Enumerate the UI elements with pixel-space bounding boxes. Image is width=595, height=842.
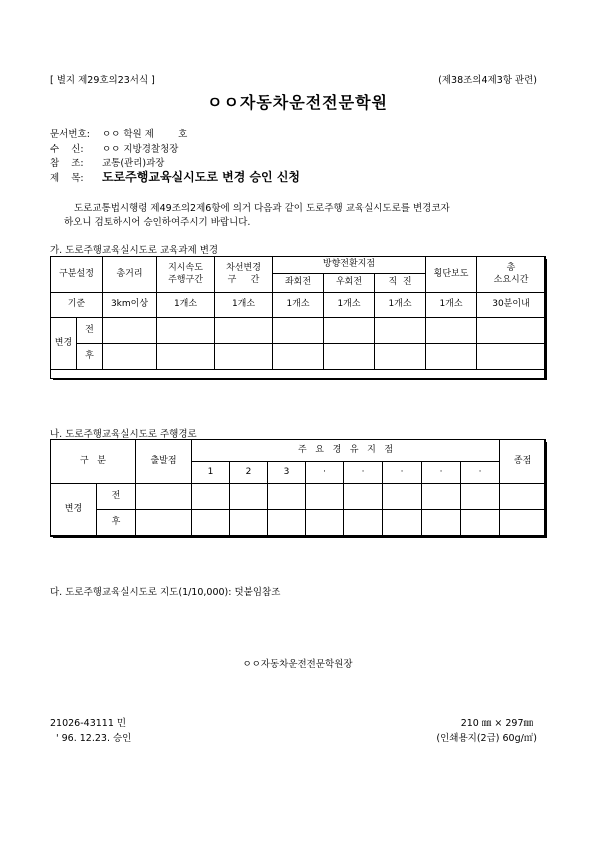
waypoint-6: · [383,462,422,484]
before-cell[interactable] [136,484,192,510]
footer-paper-size: 210 ㎜ × 297㎜ [460,718,533,729]
header-turn-points: 방향전환지점 [273,257,426,274]
before-cell[interactable] [375,318,426,344]
after-cell[interactable] [136,510,192,536]
doc-number-row [50,126,187,140]
section-c-text: 다. 도로주행교육실시도로 지도(1/10,000): 덧붙임참조 [50,587,281,598]
header-start-point: 출발점 [136,440,192,484]
footer-paper-spec: (인쇄용지(2급) 60g/㎡) [436,733,537,744]
after-cell[interactable] [324,344,375,370]
after-cell[interactable] [422,510,461,536]
change-label: 변경 [51,318,77,370]
after-label: 후 [77,344,103,370]
header-lane-change [215,257,273,293]
document-title: ㅇㅇ자동차운전전문학원 [206,93,389,112]
before-cell[interactable] [273,318,324,344]
before-cell[interactable] [344,484,383,510]
lane-label-2: 구 간 [227,274,260,285]
form-reference: [ 별지 제29호의23서식 ] [50,75,155,86]
section-b-table [50,439,546,536]
before-cell[interactable] [215,318,273,344]
before-cell[interactable] [230,484,268,510]
waypoint-1: 1 [192,462,230,484]
after-cell[interactable] [157,344,215,370]
before-cell[interactable] [306,484,344,510]
standard-speed: 1개소 [157,293,215,318]
footer-code: 21026-43111 민 [50,718,127,729]
after-cell[interactable] [500,510,546,536]
recipient-row [50,141,178,155]
reference-value: 교통(관리)과장 [102,158,165,169]
waypoint-3: 3 [268,462,306,484]
subject-row [50,168,300,185]
before-cell[interactable] [426,318,477,344]
after-cell[interactable] [461,510,500,536]
after-cell[interactable] [192,510,230,536]
header-crosswalk: 횡단보도 [426,257,477,293]
speed-label-1: 지시속도 [168,263,203,274]
doc-number-value: ㅇㅇ 학원 제 호 [102,129,188,140]
standard-distance: 3km이상 [103,293,157,318]
lane-label-1: 차선변경 [226,263,261,274]
after-cell[interactable] [306,510,344,536]
section-a-table [50,256,546,370]
recipient-label: 수 신: [50,144,84,155]
standard-left: 1개소 [273,293,324,318]
before-cell[interactable] [383,484,422,510]
waypoint-8: · [461,462,500,484]
subject-label: 제 목: [50,173,84,184]
doc-number-label: 문서번호: [50,129,90,140]
standard-lane: 1개소 [215,293,273,318]
time-label-1: 총 [506,263,516,274]
time-label-2: 소요시간 [493,274,529,285]
header-speed-section [157,257,215,293]
body-text-line1: 도로교통법시행령 제49조의2제6항에 의거 다음과 같이 도로주행 교육실시도로를 변경코자 [74,203,450,214]
after-cell[interactable] [477,344,546,370]
section-a-heading: 가. 도로주행교육실시도로 교육과제 변경 [50,245,219,256]
before-cell[interactable] [324,318,375,344]
footer-approval-date: ' 96. 12.23. 승인 [56,733,132,744]
after-cell[interactable] [344,510,383,536]
standard-label: 기준 [51,293,103,318]
signature: ㅇㅇ자동차운전전문학원장 [242,659,353,670]
after-cell[interactable] [383,510,422,536]
before-cell[interactable] [268,484,306,510]
after-cell[interactable] [426,344,477,370]
before-cell[interactable] [192,484,230,510]
subject-value: 도로주행교육실시도로 변경 승인 신청 [102,170,301,184]
waypoint-5: · [344,462,383,484]
waypoint-4: · [306,462,344,484]
before-cell[interactable] [103,318,157,344]
after-label: 후 [97,510,136,536]
section-a-shadow [545,259,547,380]
before-cell[interactable] [461,484,500,510]
recipient-value: ㅇㅇ 지방경찰청장 [102,144,179,155]
header-straight: 직 진 [375,274,426,293]
reference-row [50,155,164,169]
header-end-point: 종점 [500,440,546,484]
after-cell[interactable] [268,510,306,536]
after-cell[interactable] [375,344,426,370]
before-cell[interactable] [500,484,546,510]
section-a-shadow [53,378,547,380]
header-division: 구 분 [51,440,136,484]
body-text-line2: 하오니 검토하시어 승인하여주시기 바랍니다. [64,217,251,228]
law-reference: (제38조의4제3항 관련) [438,75,537,86]
header-division: 구분설정 [51,257,103,293]
after-cell[interactable] [215,344,273,370]
speed-label-2: 주행구간 [168,274,203,285]
section-b-heading: 나. 도로주행교육실시도로 주행경로 [50,429,197,440]
before-cell[interactable] [157,318,215,344]
header-waypoints: 주 요 경 유 지 점 [192,440,500,462]
header-total-time [477,257,546,293]
after-cell[interactable] [103,344,157,370]
waypoint-2: 2 [230,462,268,484]
before-cell[interactable] [422,484,461,510]
after-cell[interactable] [230,510,268,536]
after-cell[interactable] [273,344,324,370]
before-cell[interactable] [477,318,546,344]
section-b-shadow [545,442,547,538]
before-label: 전 [97,484,136,510]
header-left-turn: 좌회전 [273,274,324,293]
standard-right: 1개소 [324,293,375,318]
change-label: 변경 [51,484,97,536]
standard-crosswalk: 1개소 [426,293,477,318]
waypoint-7: · [422,462,461,484]
header-right-turn: 우회전 [324,274,375,293]
before-label: 전 [77,318,103,344]
standard-time: 30분이내 [477,293,546,318]
section-b-shadow [53,536,547,538]
standard-straight: 1개소 [375,293,426,318]
reference-label: 참 조: [50,158,84,169]
header-total-distance: 총거리 [103,257,157,293]
